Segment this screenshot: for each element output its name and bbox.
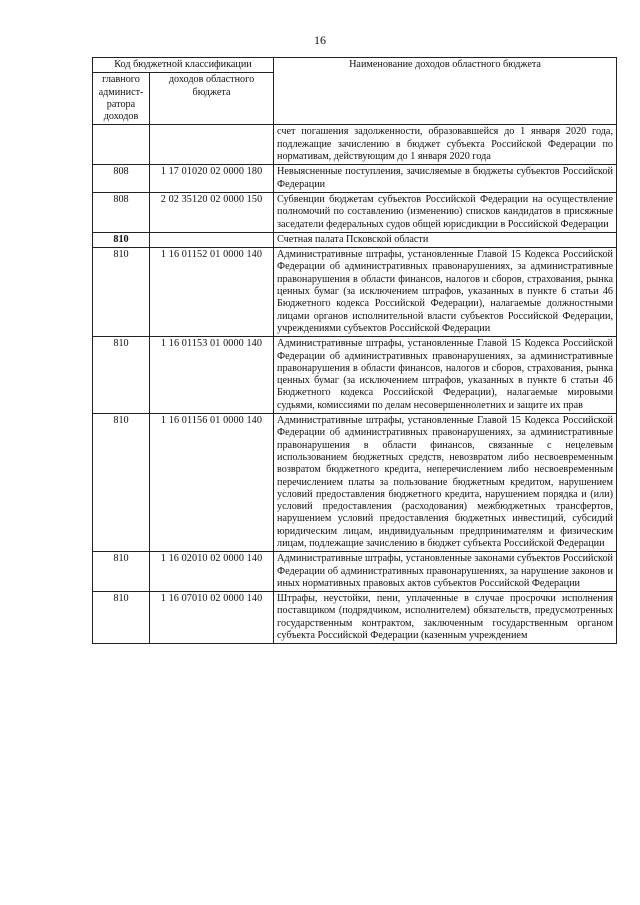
income-description-cell: Штрафы, неустойки, пени, уплаченные в случае просрочки исполнения поставщиком (подрядчиком, исполнителем) обязательств, предусмотренных государственным контрактом, заключенным государственным органом субъекта Российской Федерации (казенным учреждением [274, 592, 617, 644]
table-row [93, 414, 617, 552]
header-main-administrator: главного админист-ратора доходов [93, 73, 150, 125]
budget-code-cell: 1 16 01152 01 0000 140 [150, 248, 274, 337]
table-row [93, 125, 617, 165]
section-title-cell: Счетная палата Псковской области [274, 232, 617, 247]
budget-code-cell [150, 125, 274, 165]
income-description-cell: Субвенции бюджетам субъектов Российской Федерации на осуществление полномочий по составлению (изменению) списков кандидатов в присяжные заседатели федеральных судов общей юрисдикции в Российской Федерации [274, 192, 617, 232]
income-description-cell: Невыясненные поступления, зачисляемые в бюджеты субъектов Российской Федерации [274, 165, 617, 193]
table-row [93, 248, 617, 337]
admin-code-cell: 810 [93, 414, 150, 552]
budget-code-cell: 1 17 01020 02 0000 180 [150, 165, 274, 193]
table-row [93, 592, 617, 644]
header-budget-classification-code: Код бюджетной классификации [93, 58, 274, 73]
table-row [93, 192, 617, 232]
admin-code-cell [93, 125, 150, 165]
budget-code-cell: 1 16 07010 02 0000 140 [150, 592, 274, 644]
budget-code-cell: 1 16 01156 01 0000 140 [150, 414, 274, 552]
admin-code-cell: 810 [93, 592, 150, 644]
admin-code-cell: 810 [93, 337, 150, 414]
admin-code-cell: 810 [93, 248, 150, 337]
table-row [93, 165, 617, 193]
admin-code-cell: 808 [93, 192, 150, 232]
header-income-name: Наименование доходов областного бюджета [274, 58, 617, 125]
income-description-cell: Административные штрафы, установленные Главой 15 Кодекса Российской Федерации об административных правонарушениях, за административные правонарушения в области финансов, связанные с нецелевым использованием бюджетных средств, невозвратом либо несвоевременным возвратом бюджетного кредита, неперечислением либо несвоевременным перечислением платы за пользование бюджетным кредитом, нарушением условий предоставления бюджетного кредита, нарушением порядка и (или) условий предоставления (расходования) межбюджетных трансфертов, нарушением условий предоставления бюджетных инвестиций, субсидий юридическим лицам, индивидуальным предпринимателям и физическим лицам, подлежащие зачислению в бюджет субъекта Российской Федерации [274, 414, 617, 552]
budget-code-cell: 2 02 35120 02 0000 150 [150, 192, 274, 232]
header-income-code: доходов областного бюджета [150, 73, 274, 125]
income-description-cell: Административные штрафы, установленные законами субъектов Российской Федерации об административных правонарушениях, за нарушение законов и иных нормативных правовых актов субъектов Российской Федерации [274, 552, 617, 592]
income-description-cell: Административные штрафы, установленные Главой 15 Кодекса Российской Федерации об административных правонарушениях, за административные правонарушения в области финансов, налогов и сборов, страхования, рынка ценных бумаг (за исключением штрафов, указанных в пункте 6 статьи 46 Бюджетного кодекса Российской Федерации), налагаемые мировыми судьями, комиссиями по делам несовершеннолетних и защите их прав [274, 337, 617, 414]
section-row [93, 232, 617, 247]
income-description-cell: Административные штрафы, установленные Главой 15 Кодекса Российской Федерации об административных правонарушениях, за административные правонарушения в области финансов, налогов и сборов, страхования, рынка ценных бумаг (за исключением штрафов, указанных в пункте 6 статьи 46 Бюджетного кодекса Российской Федерации), налагаемые должностными лицами органов исполнительной власти субъектов Российской Федерации, учреждениями субъектов Российской Федерации [274, 248, 617, 337]
budget-code-cell: 1 16 01153 01 0000 140 [150, 337, 274, 414]
admin-code-cell: 810 [93, 232, 150, 247]
table-row [93, 552, 617, 592]
budget-code-cell: 1 16 02010 02 0000 140 [150, 552, 274, 592]
page-number: 16 [314, 33, 326, 47]
admin-code-cell: 808 [93, 165, 150, 193]
budget-classification-table [92, 57, 617, 644]
table-row [93, 337, 617, 414]
income-description-cell: счет погашения задолженности, образовавшейся до 1 января 2020 года, подлежащие зачислению в бюджет субъекта Российской Федерации по нормативам, действующим до 1 января 2020 года [274, 125, 617, 165]
budget-code-cell [150, 232, 274, 247]
admin-code-cell: 810 [93, 552, 150, 592]
